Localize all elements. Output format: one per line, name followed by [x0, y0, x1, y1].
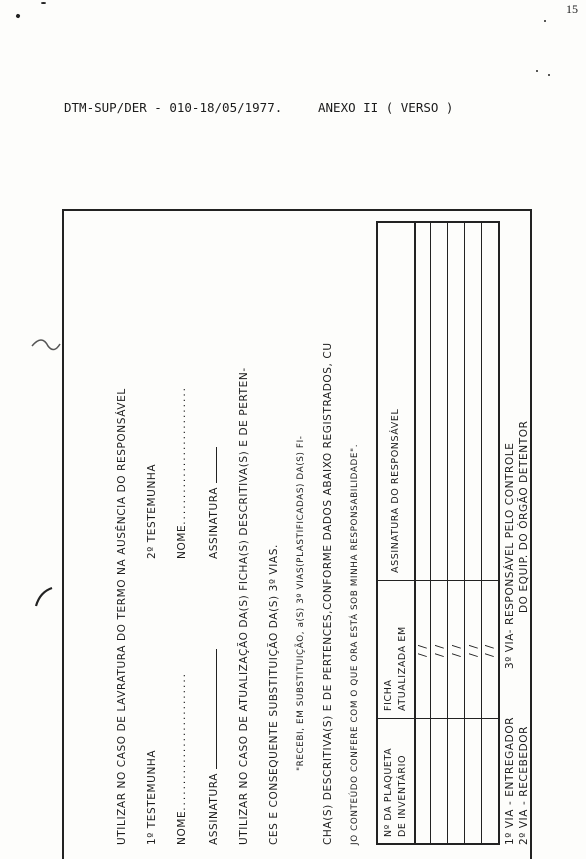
- update-instruction-line2: CES E CONSEQUENTE SUBSTITUIÇÃO DA(S) 3º VIAS.: [268, 544, 280, 845]
- receipt-statement-line1: "RECEBI, EM SUBSTITUIÇÃO, a(S) 3º VIAS(PLASTIFICADAS) DA(S) FI-: [296, 435, 306, 771]
- absence-instruction: UTILIZAR NO CASO DE LAVRATURA DO TERMO NA AUSÊNCIA DO RESPONSÁVEL: [116, 388, 128, 845]
- header-plate-number: Nº DA PLAQUETA DE INVENTÁRIO: [383, 747, 408, 837]
- table-row: [430, 223, 431, 843]
- date-placeholder: / /: [467, 644, 480, 657]
- witness-2-label: 2º TESTEMUNHA: [146, 463, 158, 559]
- table-row: [447, 223, 448, 843]
- name-label: NOME: [176, 524, 188, 559]
- table-row: [464, 223, 465, 843]
- date-placeholder: / /: [483, 644, 496, 657]
- witness-2-signature-field[interactable]: [206, 447, 220, 559]
- scan-speck: [544, 20, 546, 22]
- witness-1-signature-field[interactable]: [206, 649, 220, 845]
- copy-3-control: 3º VIA- RESPONSÁVEL PELO CONTROLE: [504, 442, 516, 669]
- page-number: 15: [566, 2, 578, 16]
- table-header: [378, 223, 416, 843]
- column-divider: [378, 718, 498, 719]
- scan-speck: [548, 74, 550, 76]
- date-placeholder: / /: [416, 644, 429, 657]
- signature-label: ASSINATURA: [208, 487, 220, 559]
- receipt-statement-line2: CHA(S) DESCRITIVA(S) E DE PERTENCES,CONFORME DADOS ABAIXO REGISTRADOS, CU: [322, 342, 334, 845]
- scan-speck: [15, 13, 20, 18]
- table-row: [481, 223, 482, 843]
- witness-1-label: 1º TESTEMUNHA: [146, 749, 158, 845]
- signature-label: ASSINATURA: [208, 773, 220, 845]
- receipt-statement-line3: JO CONTEÚDO CONFERE COM O QUE ORA ESTÁ SOB MINHA RESPONSABILIDADE".: [350, 443, 360, 845]
- date-placeholder: / /: [433, 644, 446, 657]
- name-label: NOME: [176, 810, 188, 845]
- column-divider: [378, 580, 498, 581]
- scan-mark: [34, 586, 58, 610]
- date-placeholder: / /: [450, 644, 463, 657]
- update-instruction-line1: UTILIZAR NO CASO DE ATUALIZAÇÃO DA(S) FICHA(S) DESCRITIVA(S) E DE PERTEN-: [238, 367, 250, 845]
- rotated-form-content: [64, 211, 530, 859]
- copy-1-deliverer: 1º VIA - ENTREGADOR: [504, 716, 516, 845]
- witness-2-name-field[interactable]: NOME..........................: [176, 386, 188, 559]
- header-updated-sheet: FICHA ATUALIZADA EM: [383, 626, 408, 711]
- header-responsible-signature: ASSINATURA DO RESPONSÁVEL: [390, 408, 401, 573]
- copy-2-receiver: 2º VIA - RECEBEDOR: [518, 725, 530, 845]
- inventory-table: [376, 221, 500, 845]
- form-frame: [62, 209, 532, 859]
- scan-speck: [41, 2, 46, 4]
- witness-1-name-field[interactable]: NOME..........................: [176, 672, 188, 845]
- scan-speck: [536, 70, 538, 72]
- annex-title: ANEXO II ( VERSO ): [318, 100, 454, 115]
- document-reference: DTM-SUP/DER - 010-18/05/1977.: [64, 100, 283, 115]
- copy-3-control-line2: DO EQUIP. DO ÓRGÃO DETENTOR: [518, 420, 530, 613]
